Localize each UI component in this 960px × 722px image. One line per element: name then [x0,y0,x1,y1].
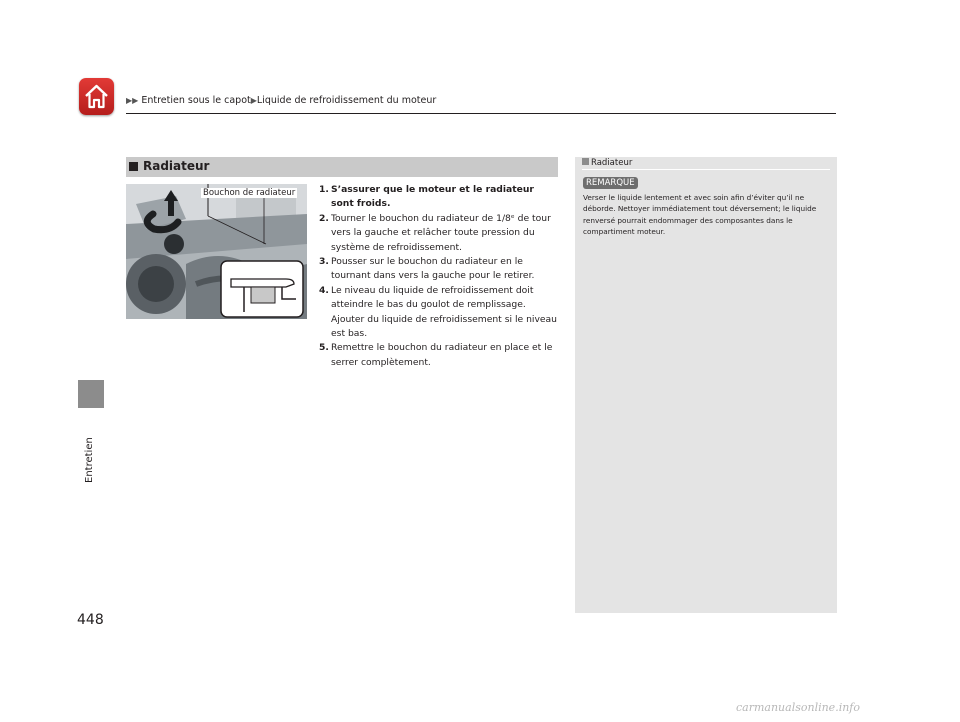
breadcrumb-item[interactable]: Liquide de refroidissement du moteur [256,95,437,106]
section-title: Radiateur [143,159,210,173]
section-square-icon [129,162,138,171]
breadcrumb [126,95,436,106]
notice-text: Verser le liquide lentement et avec soin afin d’éviter qu’il ne déborde. Nettoyer immédiatement tout déversement; le liquide renversé pourrait endommager des composantes dans le compartiment moteur. [583,193,817,236]
chapter-tab-marker [78,380,104,408]
home-icon [83,83,110,110]
engine-bay-illustration [126,184,307,319]
notes-sidebar [575,157,837,613]
figure-callout-label: Bouchon de radiateur [203,188,296,198]
sidebar-divider [582,169,830,170]
breadcrumb-arrow-icon: ▶ [250,96,257,105]
breadcrumb-item[interactable]: Entretien sous le capot [141,95,251,106]
breadcrumb-arrow-icon: ▶▶ [126,96,139,105]
home-button[interactable] [79,78,114,115]
step-item: 3. Pousser sur le bouchon du radiateur en le tournant dans vers la gauche pour le retirer. [319,256,535,282]
page-number: 448 [77,612,104,628]
radiator-cap-figure [126,184,307,319]
header-divider [126,113,836,114]
chapter-tab-label[interactable]: Entretien [84,437,95,483]
notice-badge: REMARQUE [583,177,638,189]
watermark: carmanualsonline.info [736,701,860,714]
section-heading-bar [126,157,558,177]
step-item: 2. Tourner le bouchon du radiateur de 1/8ᵉ de tour vers la gauche et relâcher toute pression du système de refroidissement. [319,212,551,253]
step-item: 1. S’assurer que le moteur et le radiateur sont froids. [319,184,534,210]
reference-marker-icon [582,158,589,165]
procedure-steps [319,183,559,370]
step-item: 5. Remettre le bouchon du radiateur en place et le serrer complètement. [319,342,553,368]
step-item: 4. Le niveau du liquide de refroidissement doit atteindre le bas du goulot de remplissage. Ajouter du liquide de refroidissement si le niveau est bas. [319,284,558,340]
sidebar-title: Radiateur [582,158,632,168]
